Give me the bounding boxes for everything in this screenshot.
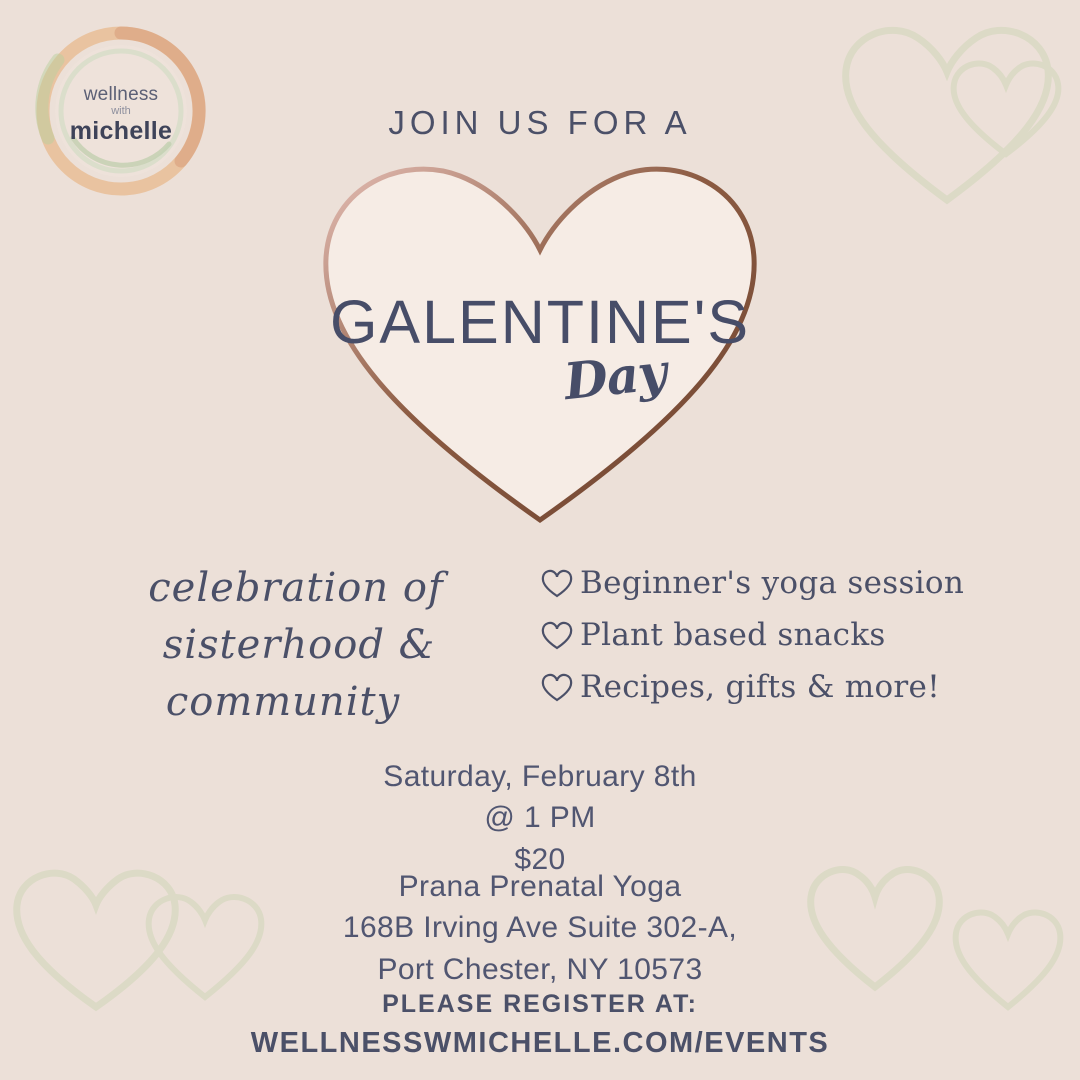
- headline-kicker: JOIN US FOR A: [388, 104, 692, 141]
- logo-with-text: with: [111, 104, 131, 117]
- heart-outline-icon: [540, 619, 580, 651]
- heart-outline-icon: [540, 671, 580, 703]
- logo-wellness-text: wellness: [83, 83, 159, 105]
- list-item: [540, 565, 1040, 601]
- title-script: Day: [561, 341, 669, 412]
- venue-block: [0, 866, 1080, 990]
- feature-list: [540, 565, 1040, 721]
- venue-address-line-2: Port Chester, NY 10573: [377, 952, 703, 986]
- tagline-block: [96, 560, 496, 730]
- tagline-line-1: celebration of: [148, 565, 444, 611]
- list-item-label: Beginner's yoga session: [580, 565, 965, 601]
- event-details: [0, 756, 1080, 880]
- list-item-label: Plant based snacks: [580, 617, 886, 653]
- list-item: [540, 617, 1040, 653]
- venue-address-line-1: 168B Irving Ave Suite 302-A,: [342, 911, 738, 945]
- logo-michelle-text: michelle: [69, 117, 173, 146]
- venue-name: Prana Prenatal Yoga: [398, 870, 682, 903]
- tagline-line-2: sisterhood &: [162, 621, 436, 668]
- list-item-label: Recipes, gifts & more!: [580, 669, 940, 705]
- event-price: $20: [514, 842, 566, 876]
- tagline-line-3: community: [165, 678, 401, 725]
- event-time: @ 1 PM: [484, 801, 596, 835]
- register-block: [0, 990, 1080, 1060]
- register-label: PLEASE REGISTER AT:: [382, 990, 698, 1018]
- register-url[interactable]: WELLNESSWMICHELLE.COM/EVENTS: [250, 1027, 830, 1059]
- heart-outline-icon: [540, 567, 580, 599]
- event-date: Saturday, February 8th: [383, 760, 697, 793]
- flyer-title: [0, 288, 1080, 412]
- list-item: [540, 669, 1040, 705]
- title-main: GALENTINE'S: [329, 288, 751, 356]
